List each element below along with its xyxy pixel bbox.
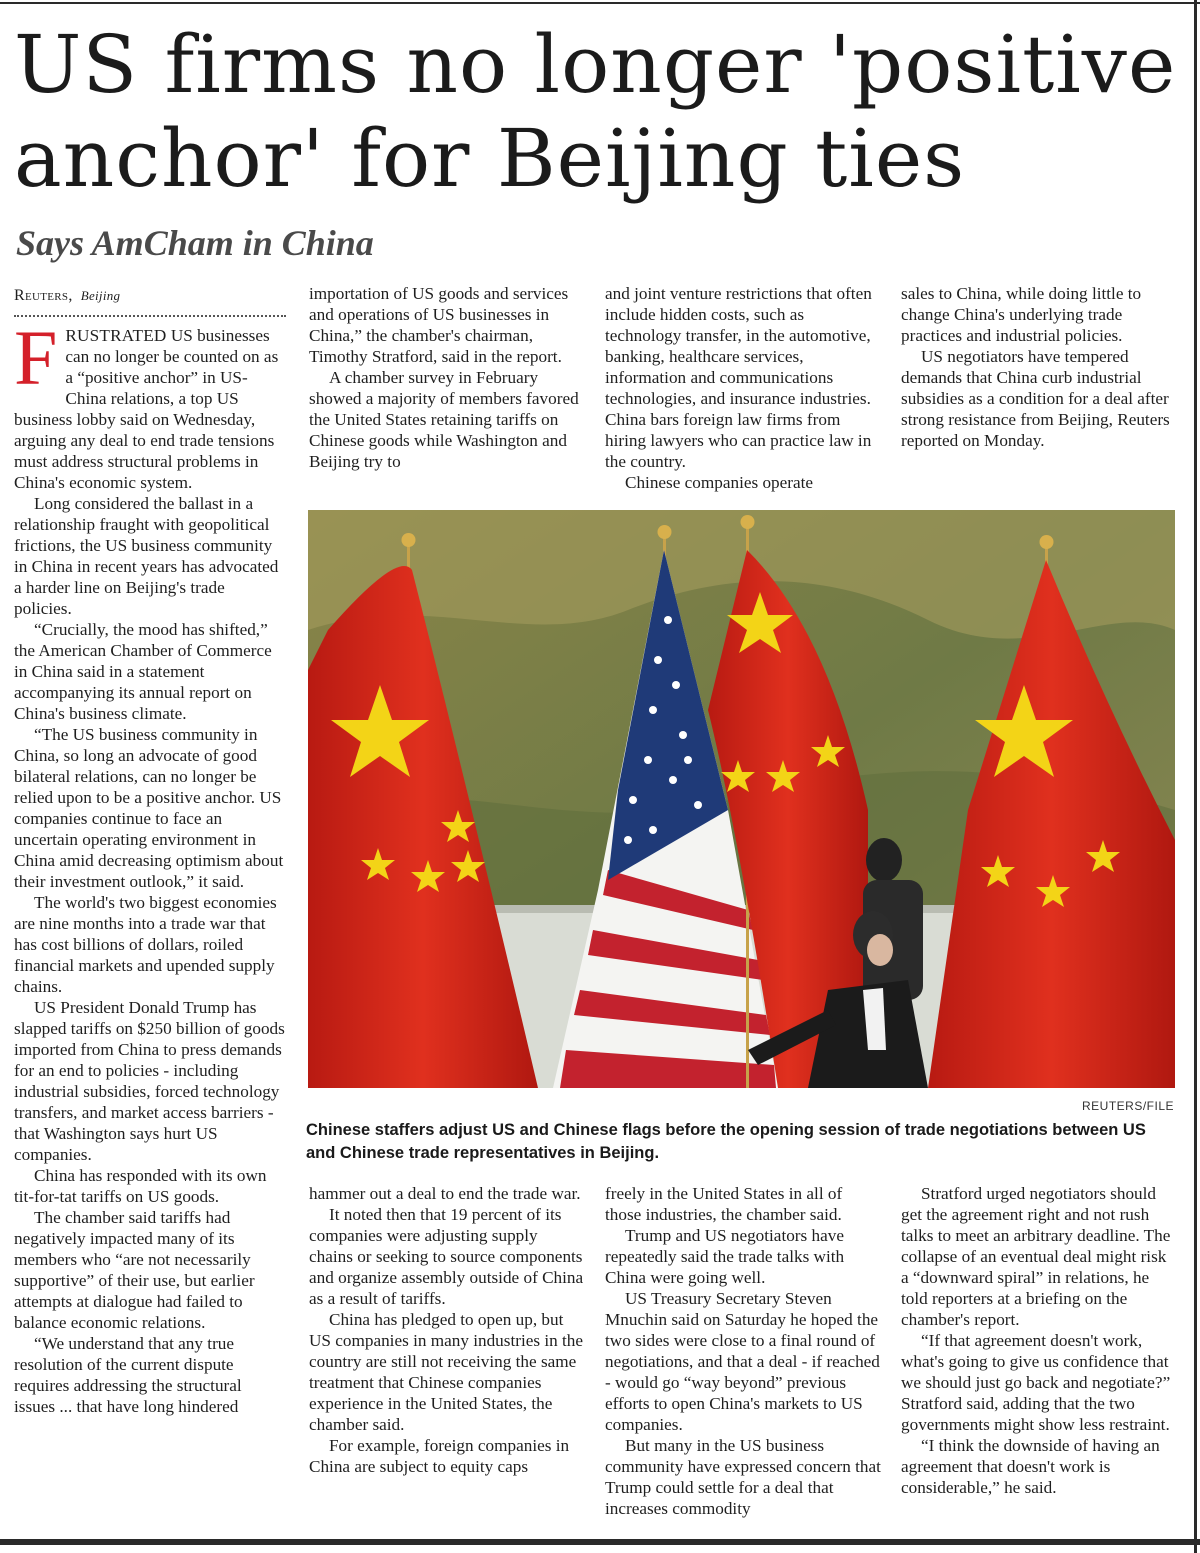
paragraph: Chinese companies operate <box>625 473 814 492</box>
paragraph: US negotiators have tempered demands that China curb industrial subsidies as a condition for a deal after strong resistance from Beijing, Reuters reported on Monday. <box>901 347 1170 450</box>
paragraph: US Treasury Secretary Steven Mnuchin said on Saturday he hoped the two sides were close to a final round of negotiations, and that a deal - if reached - would go “way beyond” previous efforts to open China's markets to US companies. <box>605 1289 880 1434</box>
paragraph: “Crucially, the mood has shifted,” the American Chamber of Commerce in China said in a statement accompanying its annual report on China's business climate. <box>14 620 272 723</box>
photo-credit: REUTERS/FILE <box>1081 1099 1174 1113</box>
paragraph: and joint venture restrictions that often include hidden costs, such as technology transfer, in the automotive, banking, healthcare services, information and communications technologies, and insurance industries. China bars foreign law firms from hiring lawyers who can practice law in the country. <box>605 284 872 471</box>
article-column-1 <box>14 285 286 1417</box>
headline: US firms no longer 'positive anchor' for Beijing ties <box>14 18 1177 205</box>
flags-illustration <box>308 510 1175 1088</box>
paragraph: “The US business community in China, so long an advocate of good bilateral relations, can no longer be relied upon to be a positive anchor. US companies continue to face an uncertain operating environment in China amid decreasing optimism about their investment outlook,” it said. <box>14 725 284 891</box>
byline-place: Beijing <box>80 288 121 303</box>
paragraph: “If that agreement doesn't work, what's going to give us confidence that we should just go back and negotiate?” Stratford said, adding that the two governments might show less restraint. <box>901 1331 1171 1434</box>
paragraph: “I think the downside of having an agreement that doesn't work is considerable,” he said. <box>901 1436 1160 1497</box>
article-column-2-top <box>309 283 585 472</box>
article-column-4-top <box>901 283 1175 451</box>
paragraph: The world's two biggest economies are nine months into a trade war that has cost billions of dollars, roiled financial markets and upended supply chains. <box>14 893 277 996</box>
paragraph: The chamber said tariffs had negatively impacted many of its members who “are not necessarily supportive” of their use, but earlier attempts at dialogue had failed to balance economic relations. <box>14 1208 255 1332</box>
photo-caption: Chinese staffers adjust US and Chinese flags before the opening session of trade negotiations between US and Chinese trade representatives in Beijing. <box>306 1121 1146 1162</box>
article-column-4-bottom <box>901 1183 1175 1498</box>
article-column-3-top <box>605 283 881 493</box>
paragraph: hammer out a deal to end the trade war. <box>309 1184 581 1203</box>
paragraph: US President Donald Trump has slapped tariffs on $250 billion of goods imported from China to press demands for an end to policies - including industrial subsidies, forced technology transfers, and market access barriers - that Washington says hurt US companies. <box>14 998 285 1164</box>
paragraph: Trump and US negotiators have repeatedly said the trade talks with China were going well. <box>605 1226 845 1287</box>
paragraph: “We understand that any true resolution of the current dispute requires addressing the structural issues ... that have long hindered <box>14 1334 242 1416</box>
paragraph: But many in the US business community have expressed concern that Trump could settle for a deal that increases commodity <box>605 1436 881 1518</box>
lead-word: RUSTRATED <box>65 326 167 345</box>
paragraph: Long considered the ballast in a relationship fraught with geopolitical frictions, the US business community in China in recent years has advocated a harder line on Beijing's trade policies. <box>14 494 279 618</box>
paragraph: sales to China, while doing little to change China's underlying trade practices and industrial policies. <box>901 284 1142 345</box>
bottom-rule <box>0 1539 1200 1545</box>
byline <box>14 285 286 307</box>
paragraph: China has pledged to open up, but US companies in many industries in the country are still not receiving the same treatment that Chinese companies experience in the United States, the chamber said. <box>309 1310 584 1434</box>
paragraph: Stratford urged negotiators should get the agreement right and not rush talks to meet an arbitrary deadline. The collapse of an eventual deal might risk a “downward spiral” in relations, he told reporters at a briefing on the chamber's report. <box>901 1184 1171 1329</box>
article-column-2-bottom <box>309 1183 585 1477</box>
paragraph: freely in the United States in all of those industries, the chamber said. <box>605 1184 843 1224</box>
paragraph: importation of US goods and services and operations of US businesses in China,” the chamber's chairman, Timothy Stratford, said in the report. <box>309 284 569 366</box>
paragraph <box>14 314 286 493</box>
paragraph-text: US businesses can no longer be counted on as a “positive anchor” in US-China relations, a top US business lobby said on Wednesday, arguing any deal to end trade tensions must address structural problems in China's economic system. <box>14 326 279 492</box>
news-photo <box>308 510 1175 1088</box>
byline-agency: Reuters, <box>14 287 73 304</box>
right-rule <box>1194 0 1197 1553</box>
paragraph: It noted then that 19 percent of its companies were adjusting supply chains or seeking to source components and organize assembly outside of China as a result of tariffs. <box>309 1205 584 1308</box>
top-rule <box>0 2 1200 4</box>
paragraph: China has responded with its own tit-for-tat tariffs on US goods. <box>14 1166 267 1206</box>
drop-cap: F <box>14 314 58 401</box>
article-column-3-bottom <box>605 1183 881 1519</box>
paragraph: A chamber survey in February showed a majority of members favored the United States retaining tariffs on Chinese goods while Washington and Beijing try to <box>309 368 579 471</box>
subhead: Says AmCham in China <box>16 223 374 263</box>
paragraph: For example, foreign companies in China are subject to equity caps <box>309 1436 570 1476</box>
